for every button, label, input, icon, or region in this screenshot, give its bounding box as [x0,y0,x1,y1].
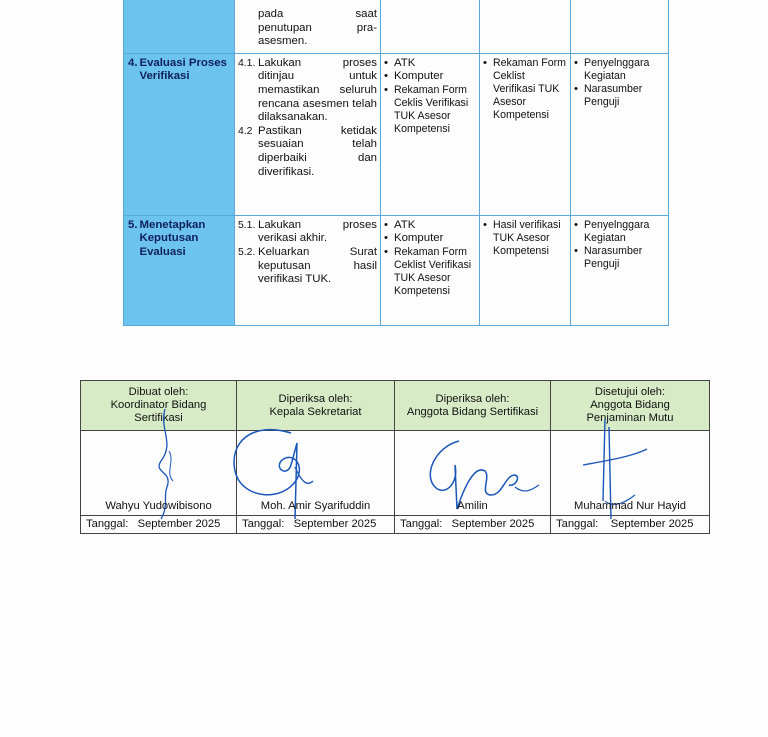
date-value: September 2025 [137,518,221,530]
fragment-word: asesmen. [258,35,308,48]
table-row-fragment [124,0,669,53]
stage-number: 4. [128,56,138,69]
list-item: • Rekaman Form Ceklist Verifikasi TUK Asesor Kompetensi [483,56,566,121]
list-item: • Rekaman Form Ceklis Verifikasi TUK Asesor Kompetensi [384,84,476,136]
list-item: • ATK [384,57,476,71]
date-label: Tanggal: [86,518,129,530]
outputs-cell [480,53,571,215]
step-item [238,57,377,125]
list-item: • ATK [384,219,476,233]
list-item-text: Narasumber Penguji [584,244,643,270]
date-value: September 2025 [451,518,535,530]
approval-role: Dibuat oleh: [128,386,189,398]
procedure-table [123,0,669,326]
table-row [124,215,669,325]
approval-position: Koordinator Bidang Sertifikasi [110,399,207,424]
step-text: Pastikan ketidak sesuaian telah diperbaiki dan diverifikasi. [258,124,377,178]
step-text: Keluarkan Surat keputusan hasil verifikasi TUK. [258,245,377,286]
stage-cell [124,215,235,325]
step-text: Lakukan proses verikasi akhir. [258,218,377,245]
list-item: • Komputer [384,232,476,246]
fragment-word: pada [258,8,284,20]
date-label: Tanggal: [242,518,285,530]
list-item: • Hasil verifikasi TUK Asesor Kompetensi [483,219,567,258]
step-item [238,125,377,179]
step-text: Lakukan proses ditinjau untuk memastikan seluruh rencana asesmen telah dilaksanakan. [258,56,377,124]
approval-role: Disetujui oleh: [594,386,666,398]
approval-header-checker-2 [395,381,551,431]
approval-header-checker-1 [237,381,395,431]
list-item-text: Penyelnggara Kegiatan [584,56,650,82]
approval-position: Kepala Sekretariat [269,405,362,418]
list-item: • Penyelnggara Kegiatan [574,219,665,245]
resources-cell-fragment [381,0,480,53]
resources-cell [381,215,480,325]
list-item-text: Penyelnggara Kegiatan [584,218,650,244]
step-number: 4.1. [238,57,256,69]
signature-box [395,431,551,516]
step-number: 5.1. [238,219,256,231]
signature-box [551,431,710,516]
date-cell [81,516,237,534]
pic-cell-fragment [571,0,669,53]
stage-title: Menetapkan Keputusan Evaluasi [139,218,206,258]
steps-cell [235,215,381,325]
steps-cell [235,53,381,215]
fragment-word: pra- [356,21,377,34]
approval-header-approver [551,381,710,431]
list-item: • Penyelnggara Kegiatan [574,57,665,83]
step-item [238,219,377,246]
signature-box [237,431,395,516]
pic-cell [571,215,669,325]
approval-position: Anggota Bidang Sertifikasi [406,405,539,418]
list-item-text: Rekaman Form Ceklist Verifikasi TUK Asesor Kompetensi [394,245,472,297]
approval-header-maker [81,381,237,431]
list-item: • Rekaman Form Ceklist Verifikasi TUK Asesor Kompetensi [384,246,476,298]
list-item-text: Komputer [394,232,444,245]
outputs-cell-fragment [480,0,571,53]
date-value: September 2025 [610,518,694,530]
stage-number: 5. [128,218,138,231]
step-item [238,246,377,287]
outputs-cell [480,215,571,325]
date-value: September 2025 [293,518,377,530]
signature-row [81,431,710,516]
date-label: Tanggal: [556,518,599,530]
list-item-text: ATK [394,218,416,231]
list-item-text: Rekaman Form Ceklist Verifikasi TUK Asesor Kompetensi [493,56,566,121]
date-cell [395,516,551,534]
signatory-name: Wahyu Yudowibisono [105,500,212,512]
date-cell [237,516,395,534]
stage-cell [124,53,235,215]
list-item-text: Narasumber Penguji [584,82,643,108]
approval-role: Diperiksa oleh: [278,392,353,405]
table-row [124,53,669,215]
stage-title: Evaluasi Proses Verifikasi [139,56,227,83]
signatory-name: Moh. Amir Syarifuddin [260,500,371,512]
date-label: Tanggal: [400,518,443,530]
list-item-text: Komputer [394,70,444,83]
pic-cell [571,53,669,215]
list-item: • Narasumber Penguji [574,83,665,109]
steps-cell-fragment [235,0,381,53]
date-row [81,516,710,534]
step-number: 4.2 [238,125,253,137]
approval-role: Diperiksa oleh: [435,392,510,405]
list-item-text: ATK [394,56,416,69]
date-cell [551,516,710,534]
signatory-name: Amilin [457,500,488,512]
list-item: • Narasumber Penguji [574,245,665,271]
approval-table [80,380,710,534]
signatory-name: Muhammad Nur Hayid [574,500,686,512]
step-number: 5.2. [238,246,256,258]
approval-position: Anggota Bidang Penjaminan Mutu [586,399,674,424]
fragment-word: penutupan [258,21,312,34]
list-item-text: Rekaman Form Ceklis Verifikasi TUK Asesor Kompetensi [394,83,469,135]
list-item: • Komputer [384,70,476,84]
resources-cell [381,53,480,215]
fragment-word: saat [355,8,377,20]
stage-cell-fragment [124,0,235,53]
signature-box [81,431,237,516]
approval-header-row [81,381,710,431]
list-item-text: Hasil verifikasi TUK Asesor Kompetensi [493,218,561,257]
